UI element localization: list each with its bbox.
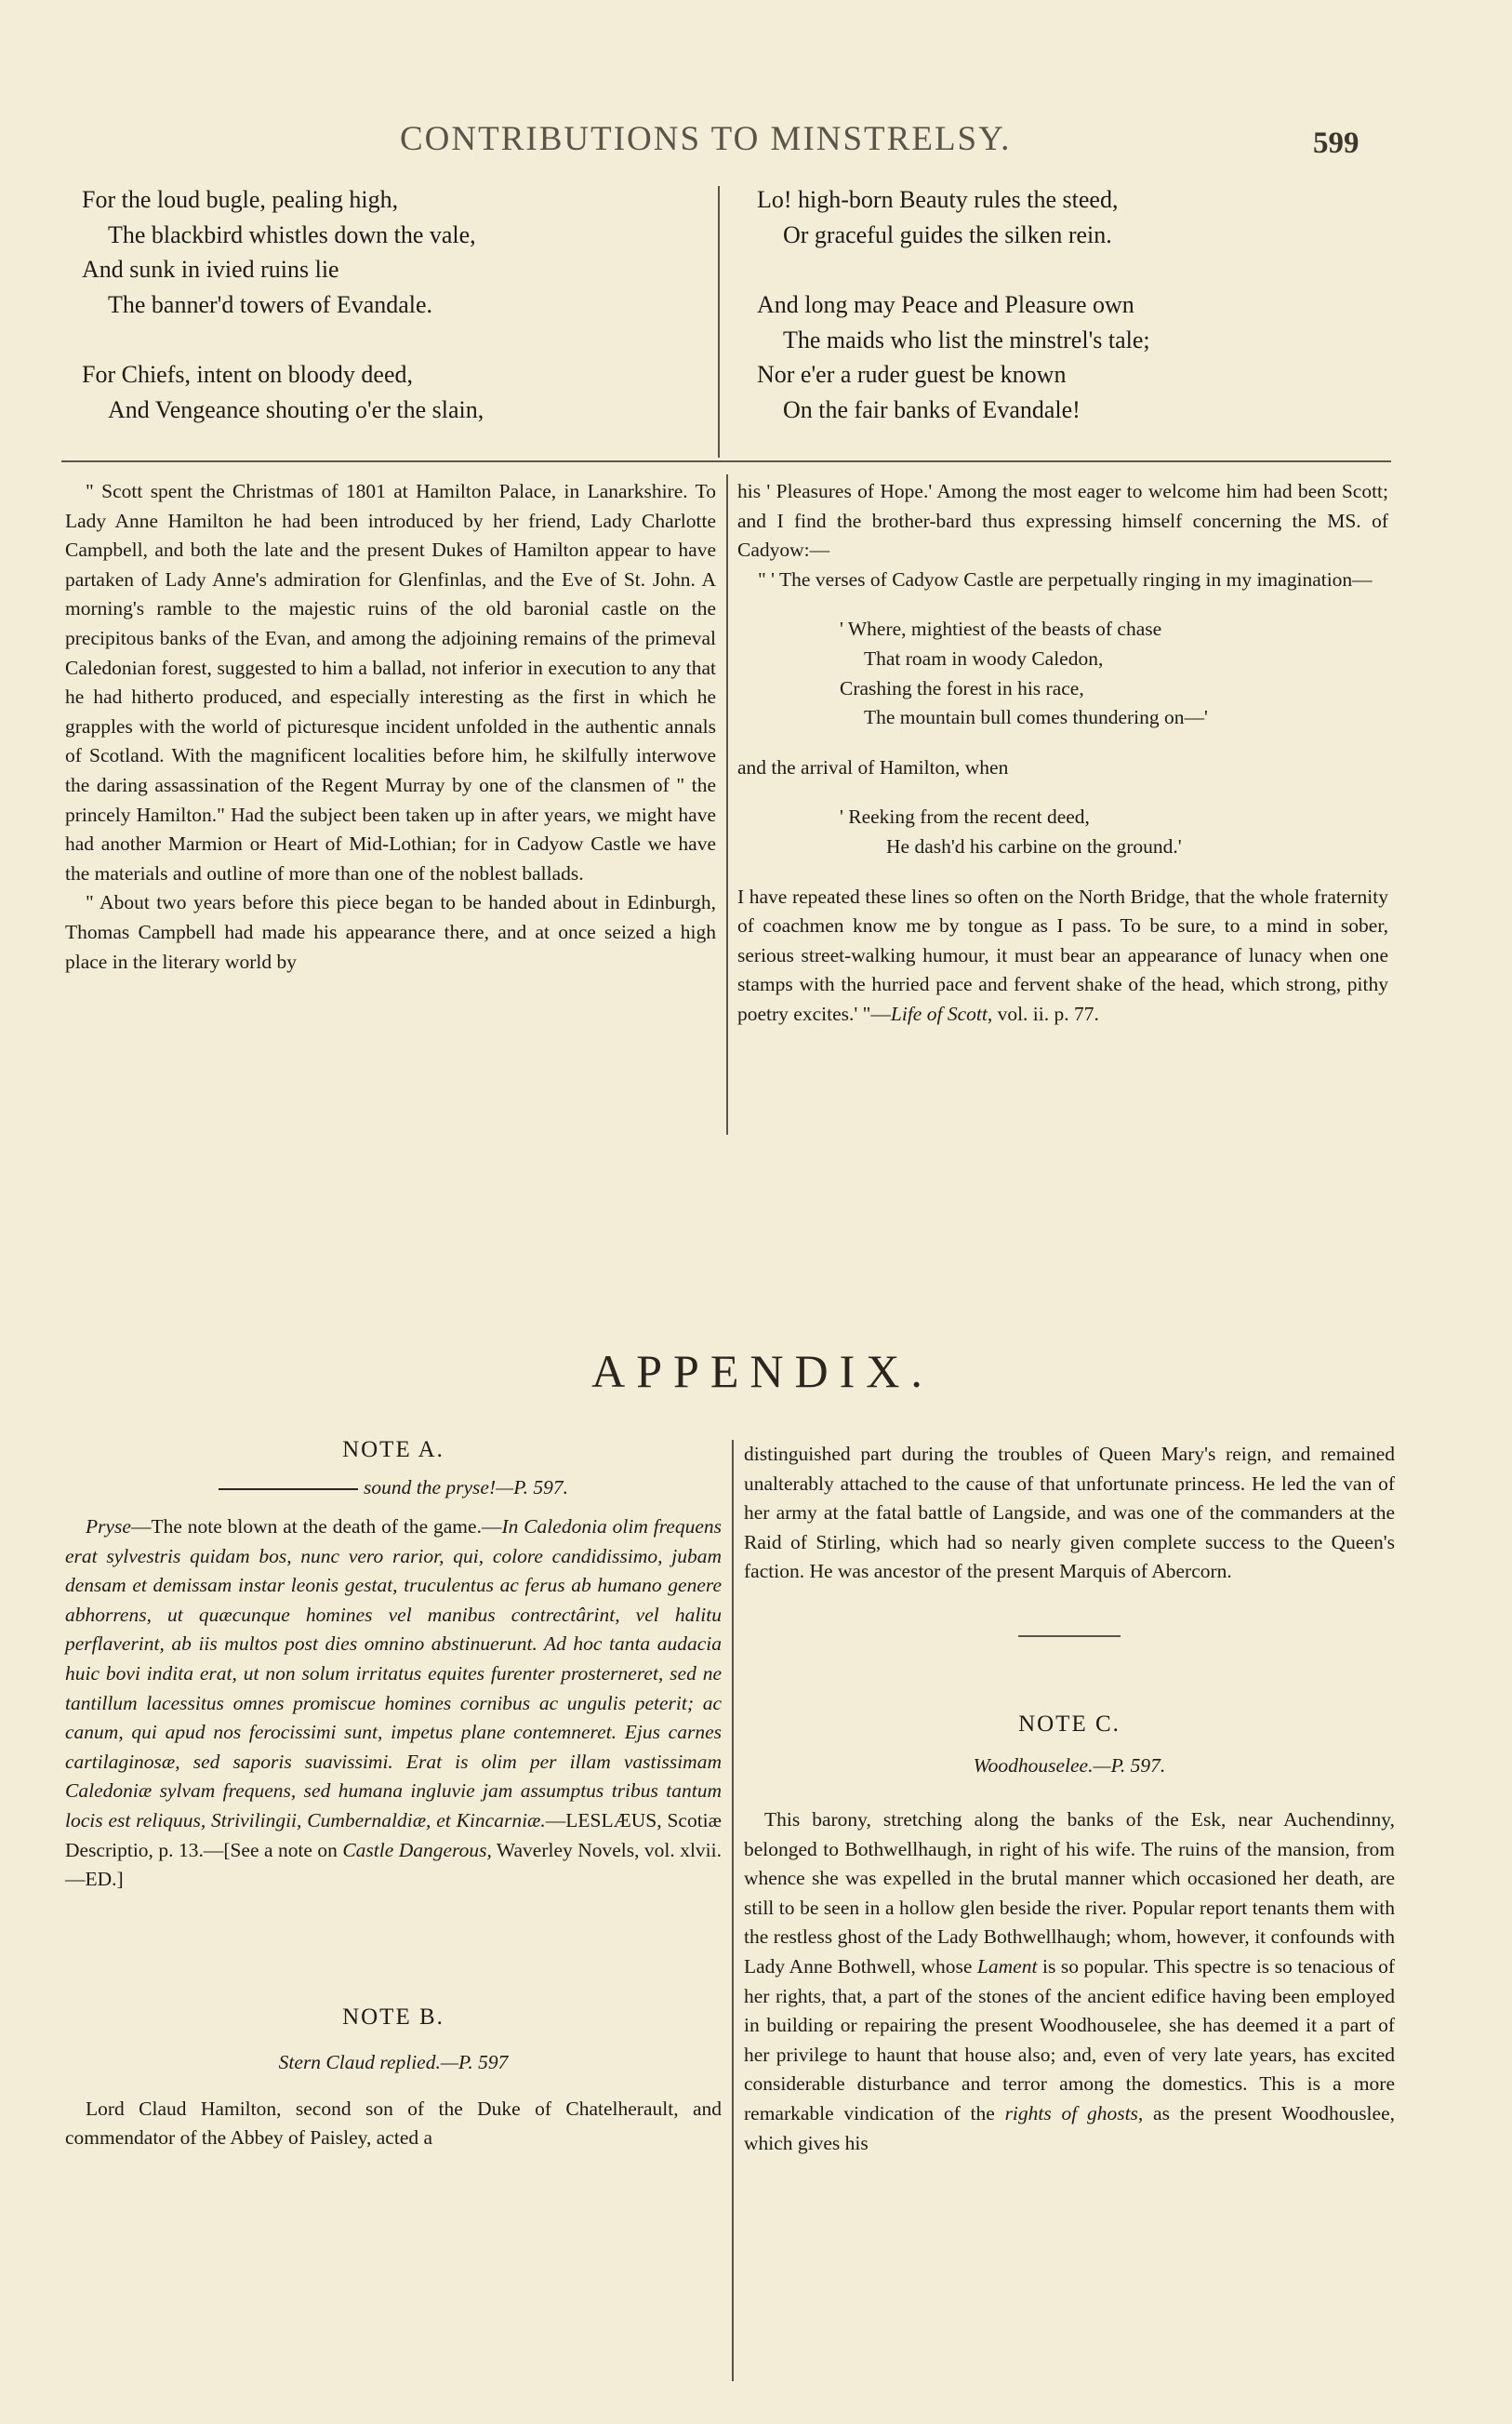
verse-line: The mountain bull comes thundering on—' [864,706,1208,729]
poem-right-column [757,182,1389,427]
page-number: 599 [1313,127,1359,160]
poem-line: Nor e'er a ruder guest be known [757,361,1067,388]
appendix-right-column [744,1440,1395,2158]
footnote-paragraph: his ' Pleasures of Hope.' Among the most eager to welcome him had been Scott; and I find the brother-bard thus expressing himself concerning the MS. of Cadyow:— [737,480,1388,562]
note-c-reference: Woodhouselee.—P. 597. [973,1753,1166,1777]
poem-line: Or graceful guides the silken rein. [783,220,1112,248]
poem-line: For Chiefs, intent on bloody deed, [82,361,414,388]
poem-line: The maids who list the minstrel's tale; [783,326,1150,353]
poem-left-column [82,182,696,427]
footnote-paragraph: I have repeated these lines so often on the North Bridge, that the whole fraternity of coachmen know me by tongue as I pass. To be sure, to a mind in sober, serious street-walking humour, it must bear an appearance of lunacy when one stamps with the hurried pace and fervent shake of the head, which strong, pithy poetry excites.' "—Life of Scott, vol. ii. p. 77. [737,885,1388,1025]
note-a-heading: NOTE A. [342,1437,444,1462]
note-b-reference: Stern Claud replied.—P. 597 [278,2050,509,2073]
verse-line: He dash'd his carbine on the ground.' [886,834,1182,858]
footnote-paragraph: " Scott spent the Christmas of 1801 at Hamilton Palace, in Lanarkshire. To Lady Anne Hamilton he had been introduced by her friend, Lady Charlotte Campbell, and both the late and the present Dukes of Hamilton appear to have partaken of Lady Anne's admiration for Glenfinlas, and the Eve of St. John. A morning's ramble to the majestic ruins of the old baronial castle on the precipitous banks of the Evan, and among the adjoining remains of the primeval Caledonian forest, suggested to him a ballad, not inferior in execution to any that he had hitherto produced, and especially interesting as the first in which he grapples with the world of picturesque incident unfolded in the authentic annals of Scotland. With the magnificent localities before him, he skilfully interwove the daring assassination of the Regent Murray by one of the clansmen of " the princely Hamilton." Had the subject been taken up in after years, we might have had another Marmion or Heart of Mid-Lothian; for in Cadyow Castle we have the materials and outline of more than one of the noblest ballads. [65,480,716,885]
column-divider [726,474,728,1135]
column-divider [732,1440,734,2381]
poem-line: And Vengeance shouting o'er the slain, [108,395,484,423]
note-b-continued: distinguished part during the troubles of Queen Mary's reign, and remained unalterably attached to the cause of that unfortunate princess. He led the van of her army at the fatal battle of Langside, and was one of the commanders at the Raid of Stirling, which had so nearly given complete success to the Queen's faction. He was ancestor of the present Marquis of Abercorn. [744,1443,1395,1583]
footnote-left-column [65,477,716,977]
appendix-left-column [65,1437,722,2153]
note-c-body: This barony, stretching along the banks of the Esk, near Auchendinny, belonged to Bothwellhaugh, in right of his wife. The ruins of the mansion, from whence she was expelled in the brutal manner which occasioned her death, are still to be seen in a hollow glen beside the river. Popular report tenants them with the restless ghost of the Lady Bothwellhaugh; whom, however, it confounds with Lady Anne Bothwell, whose Lament is so popular. This spectre is so tenacious of her rights, that, a part of the stones of the ancient edifice having been employed in building or repairing the present Woodhouselee, she has deemed it a part of her privilege to haunt that house also; and, even of very late years, has excited considerable disturbance and terror among the domestics. This is a more remarkable vindication of the rights of ghosts, as the present Woodhouslee, which gives his [744,1807,1396,2154]
poem-line: The blackbird whistles down the vale, [108,220,476,248]
poem-line: On the fair banks of Evandale! [783,395,1081,423]
verse-line: That roam in woody Caledon, [864,646,1104,670]
poem-line: For the loud bugle, pealing high, [82,186,399,213]
note-b-heading: NOTE B. [342,2004,444,2030]
footnote-rule [61,460,1391,462]
verse-line: ' Reeking from the recent deed, [840,806,1090,829]
column-divider [718,186,720,458]
footnote-paragraph: " About two years before this piece began to be handed about in Edinburgh, Thomas Campbell had made his appearance there, and at once seized a high place in the literary world by [65,891,716,973]
quoted-verse [840,615,1388,732]
verse-line: Crashing the forest in his race, [840,676,1084,699]
citation: Life of Scott, [890,1002,993,1025]
note-c-heading: NOTE C. [1018,1711,1121,1737]
running-title: CONTRIBUTIONS TO MINSTRELSY. [400,120,1012,158]
note-b-body: Lord Claud Hamilton, second son of the Duke of Chatelherault, and commendator of the Abbey of Paisley, acted a [65,2097,722,2150]
footnote-paragraph: " ' The verses of Cadyow Castle are perpetually ringing in my imagination— [758,567,1373,591]
poem-line: Lo! high-born Beauty rules the steed, [757,186,1119,213]
appendix-title: APPENDIX. [591,1345,934,1397]
poem-line: And long may Peace and Pleasure own [757,291,1134,318]
quoted-verse [840,803,1388,861]
running-head [0,119,1512,166]
poem-line: The banner'd towers of Evandale. [108,290,433,318]
note-a-body: Pryse—The note blown at the death of the game.—In Caledonia olim frequens erat sylvestris quidam bos, nunc vero rarior, qui, colore candidissimo, jubam densam et demissam instar leonis gestat, truculentus ac ferus ab humano genere abhorrens, ut quæcunque homines vel manibus contrectârint, vel halitu perflaverint, ab iis multos post dies omnino abstinuerunt. Ad hoc tanta audacia huic bovi indita erat, ut non solum irritatus equites furenter prosterneret, sed ne tantillum lacessitus omnes promiscue homines cornibus ac ungulis peterit; ac canum, qui apud nos ferocissimi sunt, impetus plane contemneret. Ejus carnes cartilaginosæ, sed saporis suavissimi. Erat is olim per illam vastissimam Caledoniæ sylvam frequens, sed humana ingluvie jam assumptus tribus tantum locis est reliquus, Strivilingii, Cumbernaldiæ, et Kincarniæ.—LESLÆUS, Scotiæ Descriptio, p. 13.—[See a note on Castle Dangerous, Waverley Novels, vol. xlvii.—ED.] [65,1515,723,1891]
verse-line: ' Where, mightiest of the beasts of chase [840,618,1162,641]
poem-line: And sunk in ivied ruins lie [82,256,339,283]
note-a-reference: sound the pryse!—P. 597. [65,1476,722,1499]
footnote-right-column [737,477,1388,1030]
footnote-paragraph: and the arrival of Hamilton, when [737,755,1009,779]
